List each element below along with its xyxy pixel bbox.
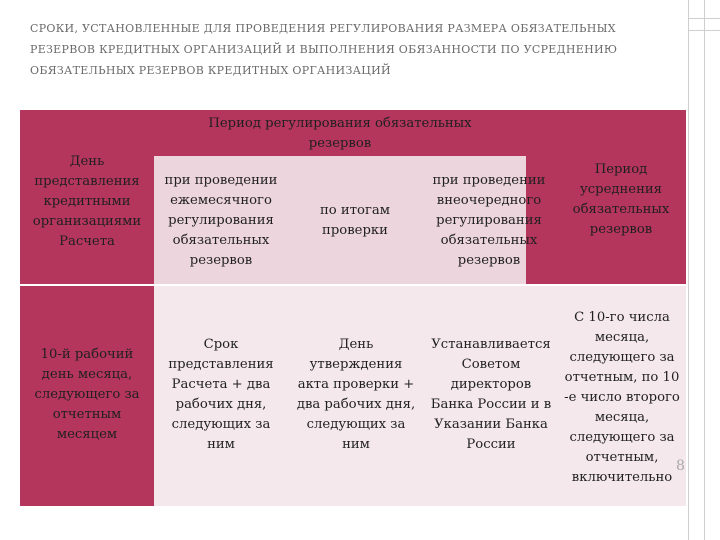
row-monthly-cell: Срок представления Расчета + два рабочих дня, следующих за ним: [168, 337, 274, 452]
row-averaging-cell: С 10-го числа месяца, следующего за отчетным, по 10 -е число второго месяца, следующего за отчетным, включительно: [564, 310, 680, 485]
row-day-cell: 10-й рабочий день месяца, следующего за отчетным месяцем: [34, 347, 140, 442]
header-inspection-cell: по итогам проверки: [320, 203, 390, 238]
header-regulation-period: Период регулирования обязательных резервов: [208, 116, 472, 151]
row-inspection-cell: День утверждения акта проверки + два рабочих дня, следующих за ним: [296, 337, 416, 452]
slide-title: СРОКИ, УСТАНОВЛЕННЫЕ ДЛЯ ПРОВЕДЕНИЯ РЕГУЛИРОВАНИЯ РАЗМЕРА ОБЯЗАТЕЛЬНЫХ РЕЗЕРВОВ КРЕДИТНЫХ ОРГАНИЗАЦИЙ И ВЫПОЛНЕНИЯ ОБЯЗАННОСТИ ПО УСРЕДНЕНИЮ ОБЯЗАТЕЛЬНЫХ РЕЗЕРВОВ КРЕДИТНЫХ ОРГАНИЗАЦИЙ: [30, 22, 618, 77]
frame-line-horizontal: [688, 30, 720, 31]
frame-line-vertical: [688, 0, 689, 540]
header-averaging-cell: Период усреднения обязательных резервов: [572, 162, 670, 237]
frame-line-vertical: [704, 0, 705, 540]
page-number: 8: [676, 458, 685, 474]
frame-line-horizontal: [688, 18, 720, 19]
row-extraordinary-cell: Устанавливается Советом директоров Банка России и в Указании Банка России: [430, 337, 552, 452]
header-monthly-cell: при проведении ежемесячного регулирования обязательных резервов: [164, 173, 278, 268]
header-day-cell: День представления кредитными организациями Расчета: [32, 154, 142, 249]
header-extraordinary-cell: при проведении внеочередного регулирования обязательных резервов: [432, 173, 546, 268]
